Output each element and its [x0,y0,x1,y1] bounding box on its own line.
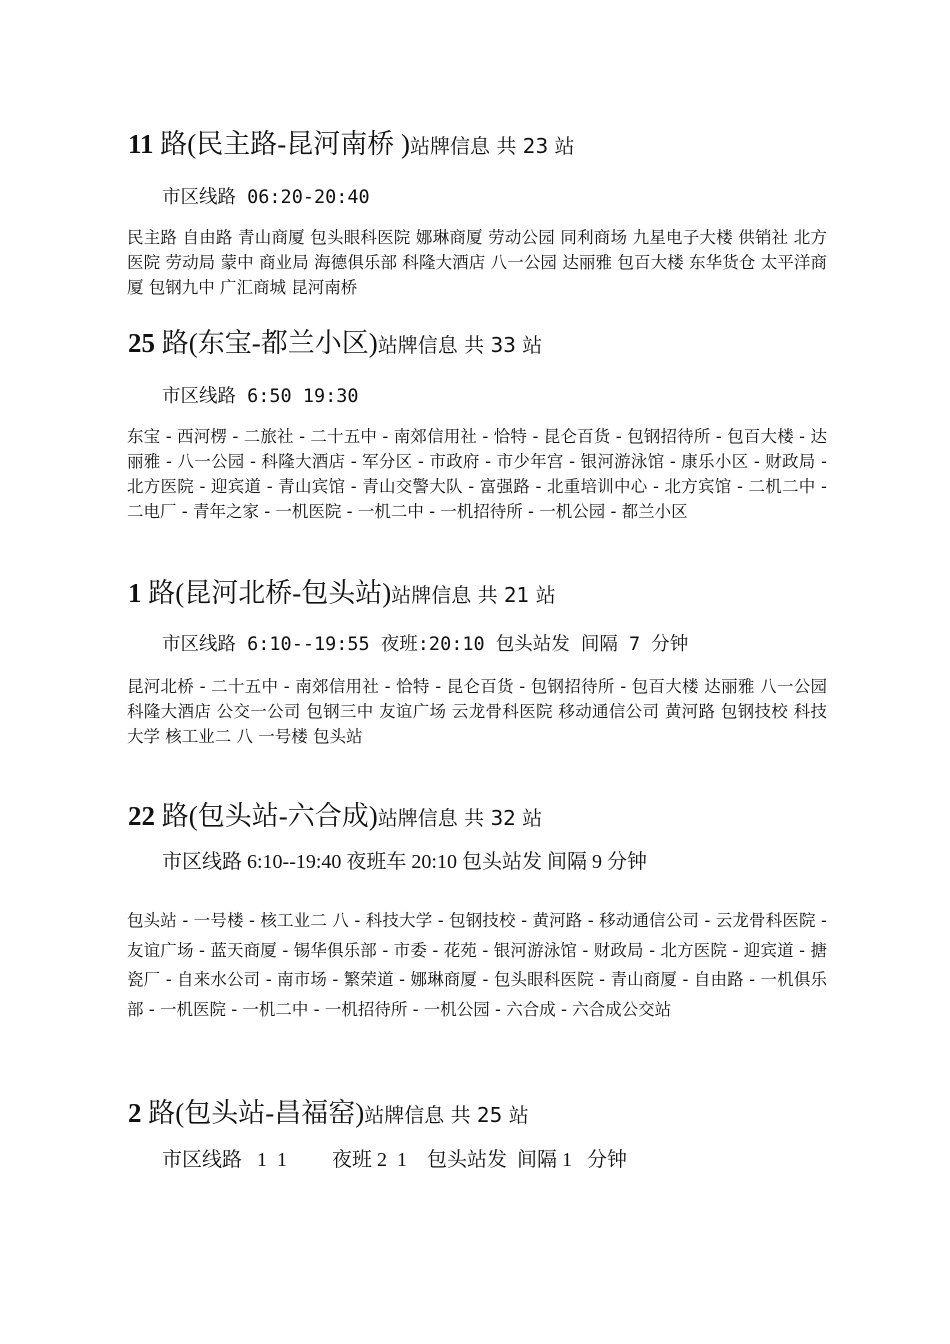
route-stops: 包头站 - 一号楼 - 核工业二 八 - 科技大学 - 包钢技校 - 黄河路 - 移动通信公司 - 云龙骨科医院 - 友谊广场 - 蓝天商厦 - 锡华俱乐部 - 市委 - 花苑 - 银河游泳馆 - 财政局 - 北方医院 - 迎宾道 - 搪瓷厂 - 自来水公司 - 南市场 - 繁荣道 - 娜琳商厦 - 包头眼科医院 - 青山商厦 - 自由路 - 一机俱乐部 - 一机医院 - 一机二中 - 一机招待所 - 一机公园 - 六合成 - 六合成公交站 [127,911,827,1019]
route-stops: 昆河北桥 - 二十五中 - 南郊信用社 - 恰特 - 昆仑百货 - 包钢招待所 - 包百大楼 达丽雅 八一公园 科隆大酒店 公交一公司 包钢三中 友谊广场 云龙骨科医院 移动通信公司 黄河路 包钢技校 科技大学 核工业二 八 一号楼 包头站 [127,677,827,746]
route-name: 路(包头站-昌福窑) [141,1098,365,1128]
route-number: 25 [128,328,155,358]
route-stop-count: 站牌信息 共 25 站 [364,1103,529,1127]
route-name: 路(民主路-昆河南桥 ) [153,129,410,159]
route-name: 路(包头站-六合成) [155,801,378,831]
route-stop-count: 站牌信息 共 32 站 [377,806,543,830]
route-schedule: 市区线路 1 1 夜班 2 1 包头站发 间隔 1 分钟 [162,1149,627,1171]
route-schedule: 市区线路 6:50 19:30 [162,386,359,407]
route-schedule: 市区线路 06:20-20:40 [162,187,370,208]
route-number: 1 [128,578,142,608]
route-stops: 东宝 - 西河楞 - 二旅社 - 二十五中 - 南郊信用社 - 恰特 - 昆仑百货 - 包钢招待所 - 包百大楼 - 达丽雅 - 八一公园 - 科隆大酒店 - 军分区 - 市政府 - 市少年宫 - 银河游泳馆 - 康乐小区 - 财政局 - 北方医院 - 迎宾道 - 青山宾馆 - 青山交警大队 - 富强路 - 北重培训中心 - 北方宾馆 - 二机二中 - 二电厂 - 青年之家 - 一机医院 - 一机二中 - 一机招待所 - 一机公园 - 都兰小区 [127,427,827,521]
route-stop-count: 站牌信息 共 33 站 [377,333,543,357]
route-number: 11 [128,129,154,159]
route-number: 22 [128,801,155,831]
route-title [128,326,542,362]
route-title [128,799,542,835]
route-title [128,127,575,163]
route-schedule: 市区线路 6:10--19:40 夜班车 20:10 包头站发 间隔 9 分钟 [162,851,647,873]
route-name: 路(东宝-都兰小区) [155,328,378,358]
route-name: 路(昆河北桥-包头站) [141,578,392,608]
route-stop-count: 站牌信息 共 23 站 [410,134,575,158]
route-title [128,1096,529,1132]
route-title [128,576,556,612]
route-stop-count: 站牌信息 共 21 站 [391,583,556,607]
route-number: 2 [128,1098,142,1128]
route-schedule: 市区线路 6:10--19:55 夜班:20:10 包头站发 间隔 7 分钟 [162,634,689,655]
route-stops: 民主路 自由路 青山商厦 包头眼科医院 娜琳商厦 劳动公园 同利商场 九星电子大楼 供销社 北方医院 劳动局 蒙中 商业局 海德俱乐部 科隆大酒店 八一公园 达丽雅 包百大楼 东华货仓 太平洋商厦 包钢九中 广汇商城 昆河南桥 [127,228,827,297]
